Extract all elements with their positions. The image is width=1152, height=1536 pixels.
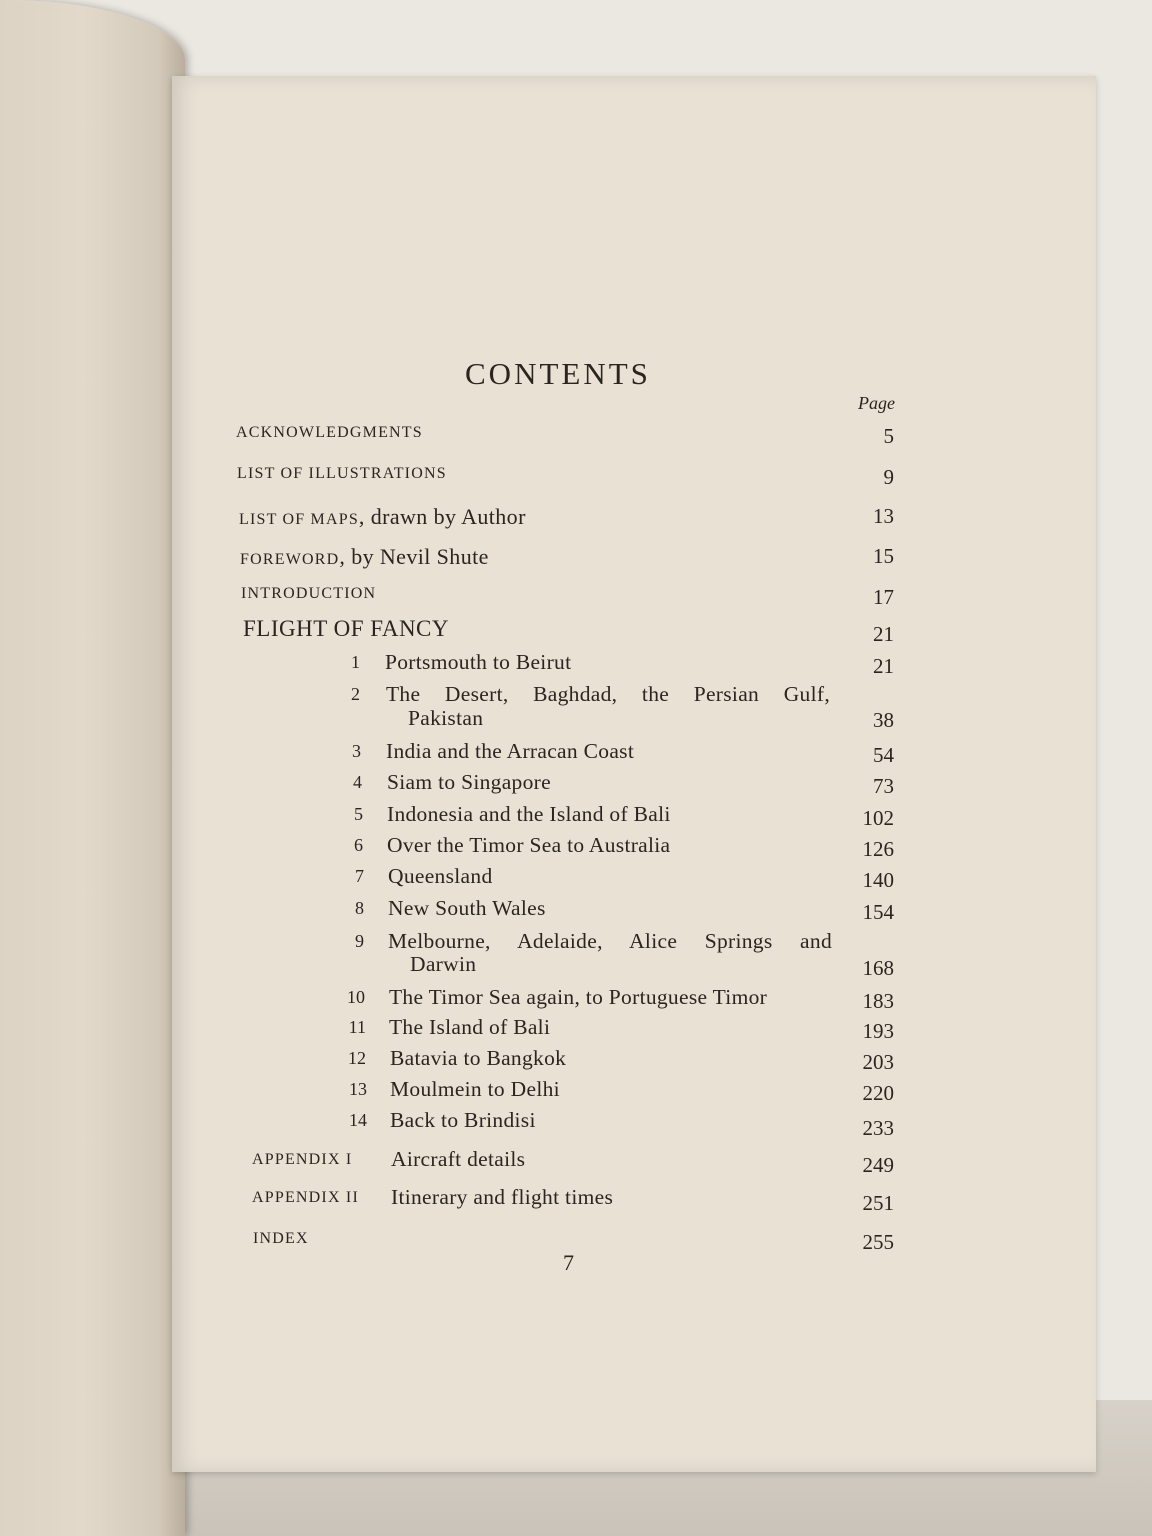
entry-page-number: 13 bbox=[873, 504, 894, 528]
chapter-title: Batavia to Bangkok bbox=[390, 1046, 567, 1070]
entry-label: INTRODUCTION bbox=[241, 585, 377, 602]
entry-page-number: 193 bbox=[862, 1019, 894, 1043]
chapter-title: Back to Brindisi bbox=[390, 1108, 536, 1132]
entry-label: ACKNOWLEDGMENTS bbox=[236, 424, 423, 441]
chapter-title-continued: Darwin bbox=[410, 952, 477, 976]
chapter-title: Melbourne, Adelaide, Alice Springs and bbox=[388, 929, 832, 953]
chapter-number: 1 bbox=[351, 652, 360, 672]
chapter-title: Over the Timor Sea to Australia bbox=[387, 833, 671, 857]
entry-page-number: 15 bbox=[873, 544, 894, 568]
entry-page-number: 220 bbox=[862, 1081, 894, 1105]
entry-label-caps: FOREWORD bbox=[240, 551, 340, 568]
index-label: INDEX bbox=[253, 1230, 309, 1247]
entry-label: LIST OF ILLUSTRATIONS bbox=[237, 465, 447, 482]
entry-label bbox=[239, 504, 526, 530]
entry-label-suffix: , by Nevil Shute bbox=[339, 544, 489, 569]
entry-page-number: 126 bbox=[862, 837, 894, 861]
chapter-number: 4 bbox=[353, 772, 362, 792]
appendix-label: APPENDIX I bbox=[252, 1151, 353, 1168]
chapter-number: 7 bbox=[355, 866, 364, 886]
chapter-number: 3 bbox=[352, 741, 361, 761]
entry-page-number: 21 bbox=[873, 654, 894, 678]
entry-page-number: 154 bbox=[862, 900, 894, 924]
entry-label-suffix: , drawn by Author bbox=[358, 504, 526, 529]
appendix-label: APPENDIX II bbox=[252, 1189, 359, 1206]
entry-page-number: 255 bbox=[862, 1230, 894, 1254]
chapter-title: India and the Arracan Coast bbox=[386, 739, 635, 763]
entry-page-number: 5 bbox=[883, 424, 894, 448]
chapter-number: 12 bbox=[348, 1048, 366, 1068]
entry-page-number: 168 bbox=[862, 956, 894, 980]
entry-page-number: 140 bbox=[862, 868, 894, 892]
entry-label-caps: LIST OF MAPS bbox=[239, 511, 359, 528]
entry-page-number: 203 bbox=[862, 1050, 894, 1074]
entry-page-number: 38 bbox=[873, 708, 894, 732]
chapter-number: 9 bbox=[355, 931, 364, 951]
entry-page-number: 249 bbox=[862, 1153, 894, 1177]
entry-page-number: 9 bbox=[883, 465, 894, 489]
chapter-title: The Timor Sea again, to Portuguese Timor bbox=[389, 985, 768, 1009]
chapter-number: 13 bbox=[349, 1079, 367, 1099]
chapter-title-continued: Pakistan bbox=[408, 706, 484, 730]
entry-page-number: 17 bbox=[873, 585, 894, 609]
chapter-number: 2 bbox=[351, 684, 360, 704]
chapter-title: The Island of Bali bbox=[389, 1015, 551, 1039]
chapter-number: 10 bbox=[347, 987, 365, 1007]
chapter-title: Moulmein to Delhi bbox=[390, 1077, 560, 1101]
chapter-title: Portsmouth to Beirut bbox=[385, 650, 572, 674]
footer-page-number: 7 bbox=[563, 1250, 574, 1275]
chapter-number: 5 bbox=[354, 804, 363, 824]
chapter-number: 6 bbox=[354, 835, 363, 855]
entry-page-number: 21 bbox=[873, 622, 894, 646]
chapter-number: 14 bbox=[349, 1110, 367, 1130]
entry-page-number: 183 bbox=[862, 989, 894, 1013]
chapter-title: Siam to Singapore bbox=[387, 770, 551, 794]
entry-page-number: 233 bbox=[862, 1116, 894, 1140]
chapter-title: New South Wales bbox=[388, 896, 546, 920]
appendix-title: Aircraft details bbox=[391, 1147, 526, 1171]
appendix-title: Itinerary and flight times bbox=[391, 1185, 614, 1209]
part-title: FLIGHT OF FANCY bbox=[243, 616, 450, 641]
entry-page-number: 73 bbox=[873, 774, 894, 798]
entry-page-number: 102 bbox=[862, 806, 894, 830]
chapter-title: The Desert, Baghdad, the Persian Gulf, bbox=[386, 682, 830, 706]
chapter-title: Queensland bbox=[388, 864, 493, 888]
entry-label bbox=[240, 544, 489, 570]
chapter-number: 8 bbox=[355, 898, 364, 918]
chapter-title: Indonesia and the Island of Bali bbox=[387, 802, 671, 826]
chapter-number: 11 bbox=[348, 1017, 366, 1037]
entry-page-number: 251 bbox=[862, 1191, 894, 1215]
page-column-header: Page bbox=[858, 393, 895, 413]
page-title: CONTENTS bbox=[465, 356, 651, 391]
entry-page-number: 54 bbox=[873, 743, 894, 767]
